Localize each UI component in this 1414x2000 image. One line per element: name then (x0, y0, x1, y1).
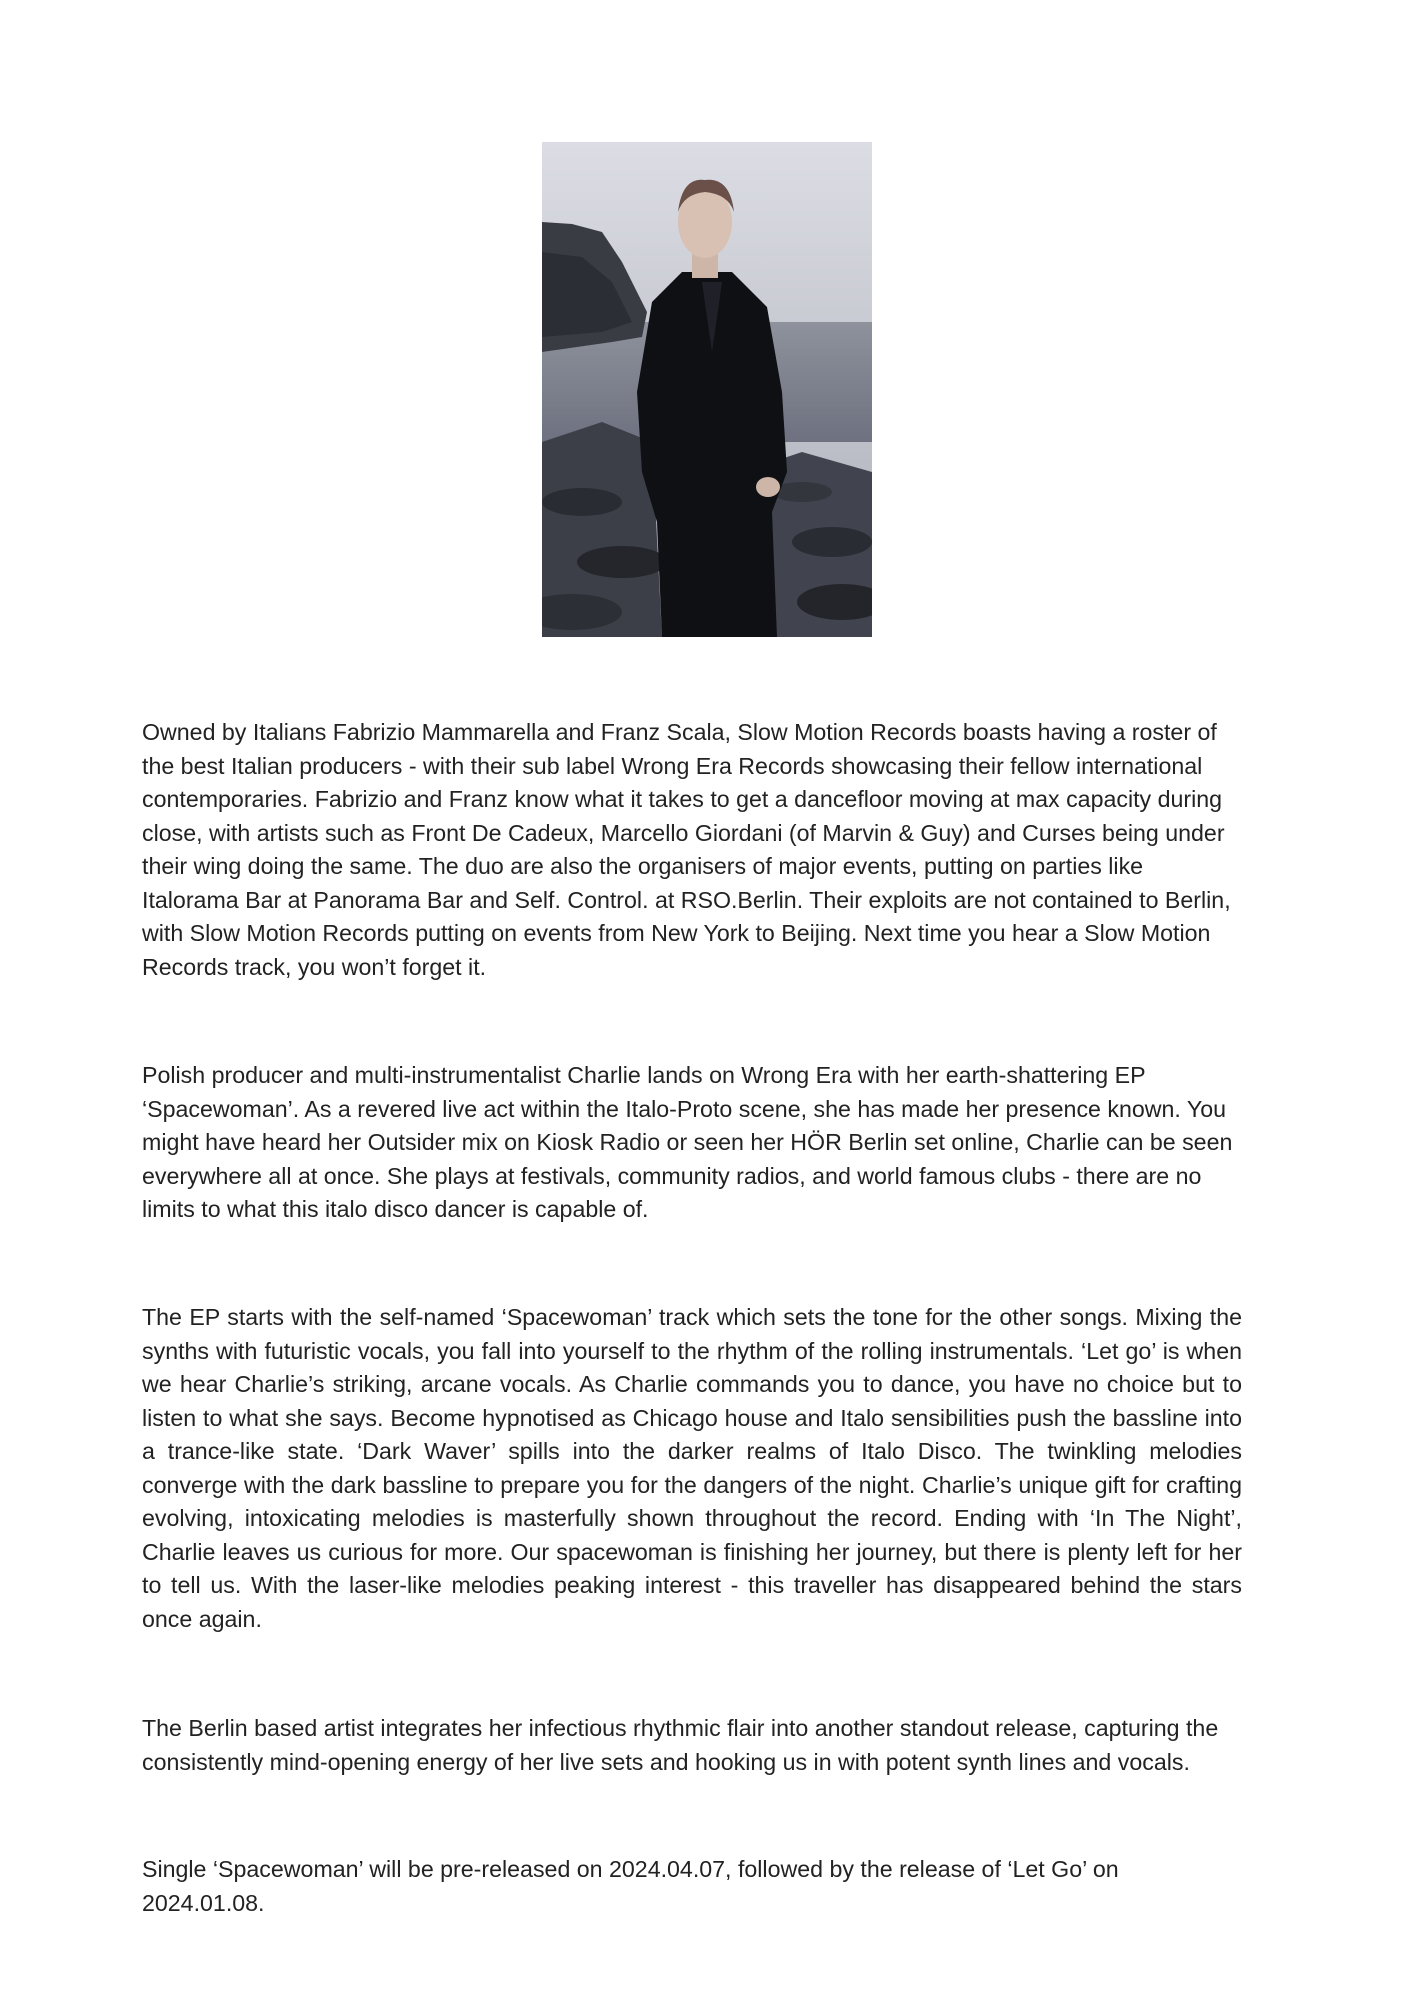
artist-photo (542, 142, 872, 637)
paragraph-release-dates: Single ‘Spacewoman’ will be pre-released on 2024.04.07, followed by the release of ‘Let Go’ on 2024.01.08. (142, 1856, 1119, 1916)
paragraph-artist-bio: Polish producer and multi-instrumentalist Charlie lands on Wrong Era with her earth-shattering EP ‘Spacewoman’. As a revered live act within the Italo-Proto scene, she has made her presence known. You might have heard her Outsider mix on Kiosk Radio or seen her HÖR Berlin set online, Charlie can be seen everywhere all at once. She plays at festivals, community radios, and world famous clubs - there are no limits to what this italo disco dancer is capable of. (142, 1062, 1233, 1222)
portrait-photo-icon (542, 142, 872, 637)
paragraph-ep-review: The EP starts with the self-named ‘Spacewoman’ track which sets the tone for the other songs. Mixing the synths with futuristic vocals, you fall into yourself to the rhythm of the rolling instrumentals. ‘Let go’ is when we hear Charlie’s striking, arcane vocals. As Charlie commands you to dance, you have no choice but to listen to what she says. Become hypnotised as Chicago house and Italo sensibilities push the bassline into a trance-like state. ‘Dark Waver’ spills into the darker realms of Italo Disco. The twinkling melodies converge with the dark bassline to prepare you for the dangers of the night. Charlie’s unique gift for crafting evolving, intoxicating melodies is masterfully shown throughout the record. Ending with ‘In The Night’, Charlie leaves us curious for more. Our spacewoman is finishing her journey, but there is plenty left for her to tell us. With the laser-like melodies peaking interest - this traveller has disappeared behind the stars once again. (142, 1304, 1242, 1632)
paragraph-release-summary: The Berlin based artist integrates her infectious rhythmic flair into another standout release, capturing the consistently mind-opening energy of her live sets and hooking us in with potent synth lines and vocals. (142, 1715, 1219, 1775)
paragraph-label-intro: Owned by Italians Fabrizio Mammarella and Franz Scala, Slow Motion Records boasts having a roster of the best Italian producers - with their sub label Wrong Era Records showcasing their fellow international contemporaries. Fabrizio and Franz know what it takes to get a dancefloor moving at max capacity during close, with artists such as Front De Cadeux, Marcello Giordani (of Marvin & Guy) and Curses being under their wing doing the same. The duo are also the organisers of major events, putting on parties like Italorama Bar at Panorama Bar and Self. Control. at RSO.Berlin. Their exploits are not contained to Berlin, with Slow Motion Records putting on events from New York to Beijing. Next time you hear a Slow Motion Records track, you won’t forget it. (142, 719, 1231, 980)
